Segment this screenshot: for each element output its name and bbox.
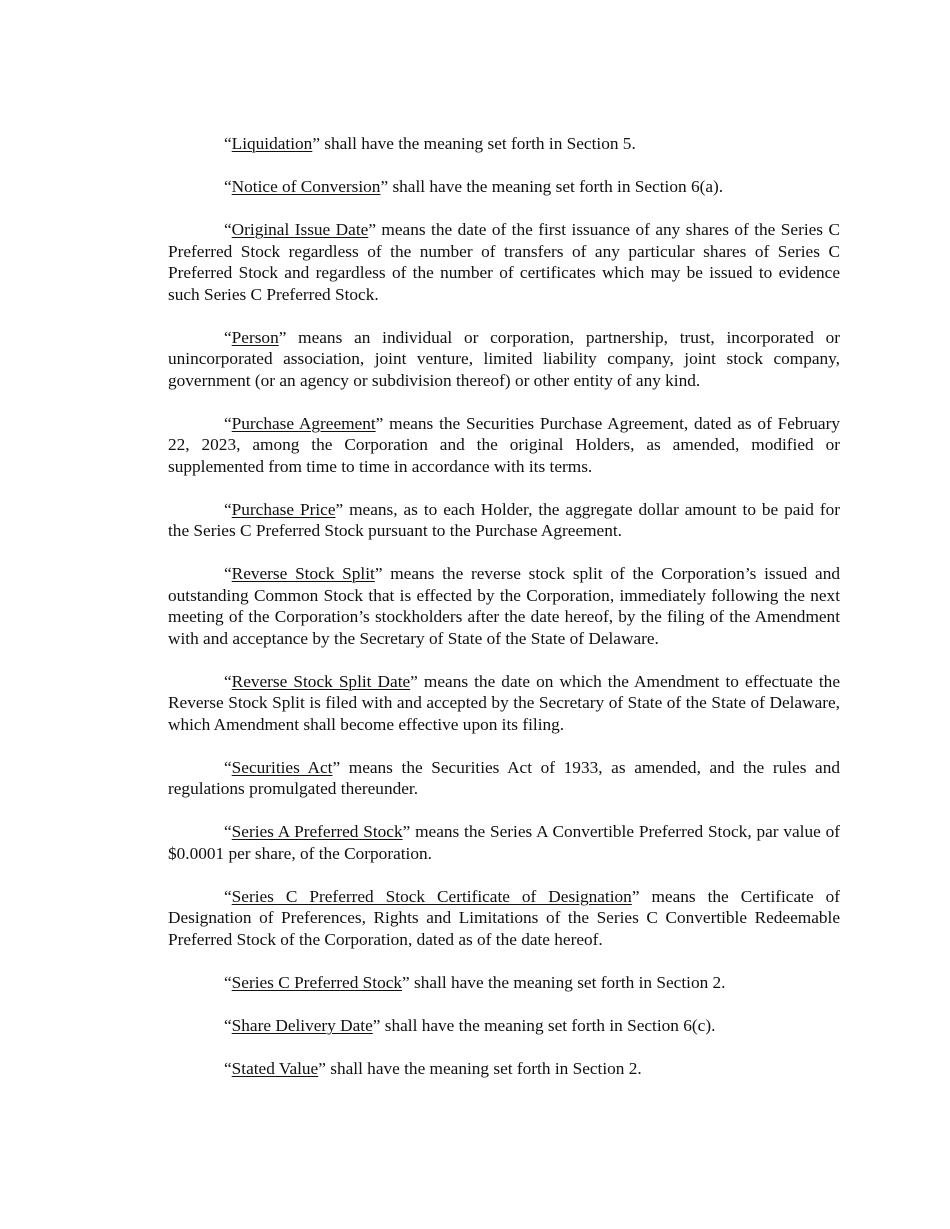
definition-text: shall have the meaning set forth in Section 6(a). [388,177,724,196]
defined-term: Reverse Stock Split Date [231,671,411,691]
defined-term: Series C Preferred Stock Certificate of Designation [231,886,632,906]
definition-series-a-preferred-stock: “Series A Preferred Stock” means the Series A Convertible Preferred Stock, par value of $0.0001 per share, of the Corporation. [168,822,840,863]
definition-reverse-stock-split-date: “Reverse Stock Split Date” means the date on which the Amendment to effectuate the Reverse Stock Split is filed with and accepted by the Secretary of State of the State of Delaware, which Amendment shall become effective upon its filing. [168,671,840,734]
defined-term: Securities Act [231,757,333,777]
defined-term: Liquidation [231,134,313,153]
document-page [168,133,840,1101]
defined-term: Purchase Price [231,499,336,519]
definition-text: means the Series A Convertible Preferred Stock, par value of $0.0001 per share, of the Corporation. [168,822,840,863]
defined-term: Stated Value [231,1058,319,1078]
definition-text: means the reverse stock split of the Corporation’s issued and outstanding Common Stock that is effected by the Corporation, immediately following the next meeting of the Corporation’s stockholders after the date hereof, by the filing of the Amendment with and acceptance by the Secretary of State of the State of Delaware. [168,564,840,648]
defined-term: Series A Preferred Stock [231,822,403,841]
defined-term: Person [231,327,279,347]
definition-series-c-certificate-of-designation: “Series C Preferred Stock Certificate of Designation” means the Certificate of Designation of Preferences, Rights and Limitations of the Series C Convertible Redeemable Preferred Stock of the Corporation, dated as of the date hereof. [168,886,840,949]
definition-text: means the Certificate of Designation of Preferences, Rights and Limitations of the Series C Convertible Redeemable Preferred Stock of the Corporation, dated as of the date hereof. [168,886,840,949]
definition-text: means the date of the first issuance of any shares of the Series C Preferred Stock regardless of the number of transfers of any particular shares of Series C Preferred Stock and regardless of the number of certificates which may be issued to evidence such Series C Preferred Stock. [168,220,841,304]
definition-text: shall have the meaning set forth in Section 2. [325,1058,642,1078]
definition-text: shall have the meaning set forth in Section 6(c). [380,1015,716,1035]
defined-term: Original Issue Date [231,220,369,239]
definition-text: shall have the meaning set forth in Section 5. [319,134,636,153]
definition-notice-of-conversion: “Notice of Conversion” shall have the meaning set forth in Section 6(a). [224,177,724,196]
definition-text: means the date on which the Amendment to effectuate the Reverse Stock Split is filed with and accepted by the Secretary of State of the State of Delaware, which Amendment shall become effective upon its filing. [168,671,840,734]
defined-term: Share Delivery Date [231,1015,373,1035]
defined-term: Reverse Stock Split [231,564,375,583]
definition-purchase-price: “Purchase Price” means, as to each Holder, the aggregate dollar amount to be paid for the Series C Preferred Stock pursuant to the Purchase Agreement. [168,499,840,540]
definition-text: shall have the meaning set forth in Section 2. [409,972,726,992]
defined-term: Purchase Agreement [231,413,376,433]
definition-text: means an individual or corporation, partnership, trust, incorporated or unincorporated association, joint venture, limited liability company, joint stock company, government (or an agency or subdivision thereof) or other entity of any kind. [168,327,840,390]
definition-text: means the Securities Purchase Agreement, dated as of February 22, 2023, among the Corporation and the original Holders, as amended, modified or supplemented from time to time in accordance with its terms. [168,413,840,476]
definition-series-c-preferred-stock: “Series C Preferred Stock” shall have the meaning set forth in Section 2. [224,972,726,992]
definition-reverse-stock-split: “Reverse Stock Split” means the reverse stock split of the Corporation’s issued and outstanding Common Stock that is effected by the Corporation, immediately following the next meeting of the Corporation’s stockholders after the date hereof, by the filing of the Amendment with and acceptance by the Secretary of State of the State of Delaware. [168,564,840,648]
definition-stated-value: “Stated Value” shall have the meaning set forth in Section 2. [224,1058,642,1078]
definition-original-issue-date: “Original Issue Date” means the date of the first issuance of any shares of the Series C Preferred Stock regardless of the number of transfers of any particular shares of Series C Preferred Stock and regardless of the number of certificates which may be issued to evidence such Series C Preferred Stock. [168,220,841,304]
definition-securities-act: “Securities Act” means the Securities Act of 1933, as amended, and the rules and regulations promulgated thereunder. [168,757,840,798]
definition-text: means the Securities Act of 1933, as amended, and the rules and regulations promulgated thereunder. [168,757,840,798]
defined-term: Notice of Conversion [231,177,381,196]
definition-text: means, as to each Holder, the aggregate dollar amount to be paid for the Series C Preferred Stock pursuant to the Purchase Agreement. [168,499,840,540]
definition-purchase-agreement: “Purchase Agreement” means the Securities Purchase Agreement, dated as of February 22, 2023, among the Corporation and the original Holders, as amended, modified or supplemented from time to time in accordance with its terms. [168,413,840,476]
definition-person: “Person” means an individual or corporation, partnership, trust, incorporated or unincorporated association, joint venture, limited liability company, joint stock company, government (or an agency or subdivision thereof) or other entity of any kind. [168,327,840,390]
definition-share-delivery-date: “Share Delivery Date” shall have the meaning set forth in Section 6(c). [224,1015,716,1035]
defined-term: Series C Preferred Stock [231,972,403,992]
definition-liquidation: “Liquidation” shall have the meaning set forth in Section 5. [224,134,636,153]
